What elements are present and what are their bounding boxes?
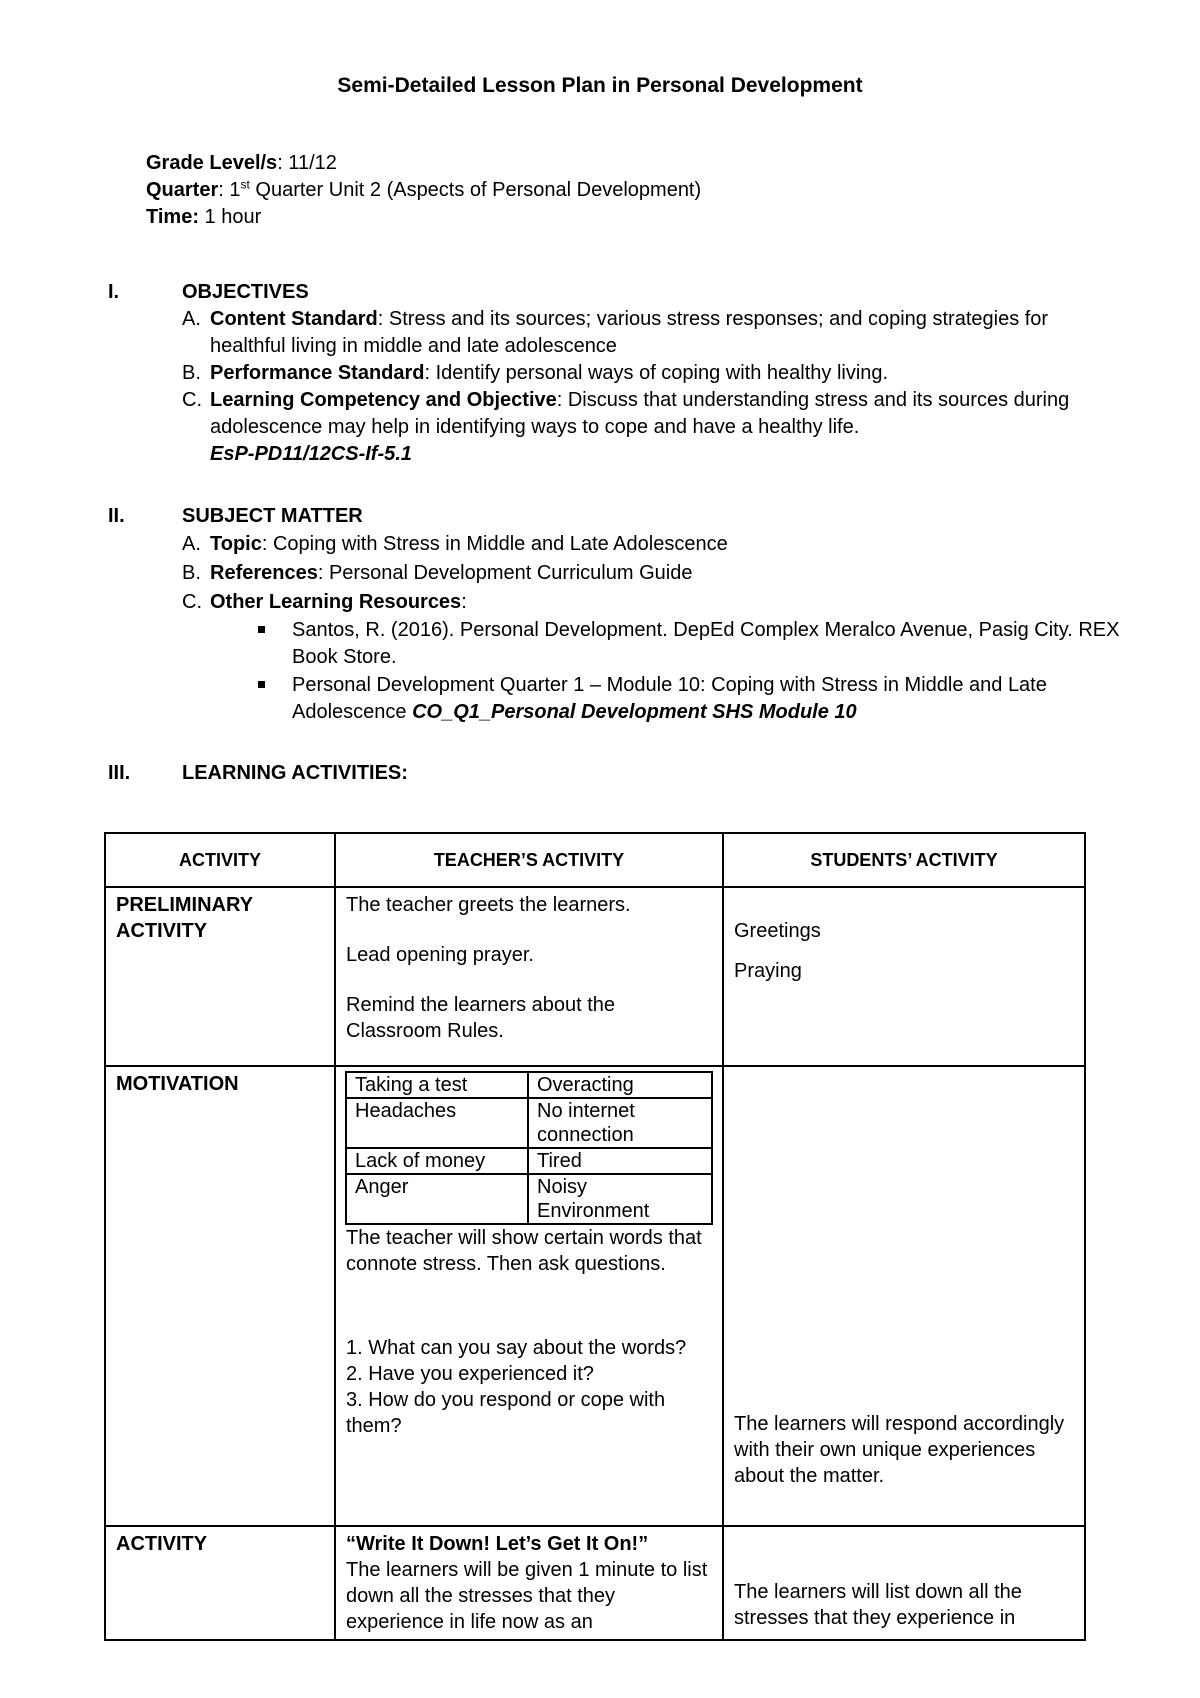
lesson-meta: [146, 150, 701, 231]
table-header-row: [105, 833, 1085, 887]
competency-code: EsP-PD11/12CS-If-5.1: [210, 443, 412, 465]
table-row: Lack of money Tired: [346, 1148, 712, 1174]
column-header: STUDENTS’ ACTIVITY: [723, 833, 1085, 887]
page-title: Semi-Detailed Lesson Plan in Personal Development: [337, 74, 863, 97]
student-activity-cell: Greetings Praying: [723, 887, 1085, 1066]
table-row: Taking a test Overacting: [346, 1072, 712, 1098]
student-activity-cell: The learners will respond accordingly with their own unique experiences about the matter.: [723, 1066, 1085, 1526]
stress-words-table: [345, 1071, 713, 1225]
column-header: TEACHER’S ACTIVITY: [335, 833, 723, 887]
teacher-activity-cell: The teacher greets the learners. Lead opening prayer. Remind the learners about the Classroom Rules.: [335, 887, 723, 1066]
table-row: [105, 1526, 1085, 1640]
row-label: ACTIVITY: [105, 1526, 335, 1640]
quarter: Quarter: 1st Quarter Unit 2 (Aspects of Personal Development): [146, 177, 702, 201]
activities-table: [104, 832, 1086, 1641]
time: Time: 1 hour: [146, 206, 262, 228]
section-heading: LEARNING ACTIVITIES:: [182, 762, 408, 784]
teacher-activity-cell: Taking a test Overacting Headaches No internet connection Lack of money Tired Anger Noisy Environment The teacher will show certain words that connote stress. Then ask questions. 1. What can you say about the words? 2. Have you experienced it? 3. How do you respond or cope with them?: [335, 1066, 723, 1526]
grade-level: Grade Level/s: 11/12: [146, 152, 337, 174]
bullet-icon: [258, 681, 265, 688]
table-row: Anger Noisy Environment: [346, 1174, 712, 1224]
row-label: MOTIVATION: [105, 1066, 335, 1526]
row-label: PRELIMINARY ACTIVITY: [105, 887, 335, 1066]
section-heading: OBJECTIVES: [182, 281, 309, 303]
section-heading: SUBJECT MATTER: [182, 505, 363, 527]
table-row: Headaches No internet connection: [346, 1098, 712, 1148]
column-header: ACTIVITY: [105, 833, 335, 887]
teacher-activity-cell: “Write It Down! Let’s Get It On!” The learners will be given 1 minute to list down all the stresses that they experience in life now as an: [335, 1526, 723, 1640]
table-row: [105, 1066, 1085, 1526]
table-row: [105, 887, 1085, 1066]
bullet-icon: [258, 626, 265, 633]
student-activity-cell: The learners will list down all the stresses that they experience in: [723, 1526, 1085, 1640]
